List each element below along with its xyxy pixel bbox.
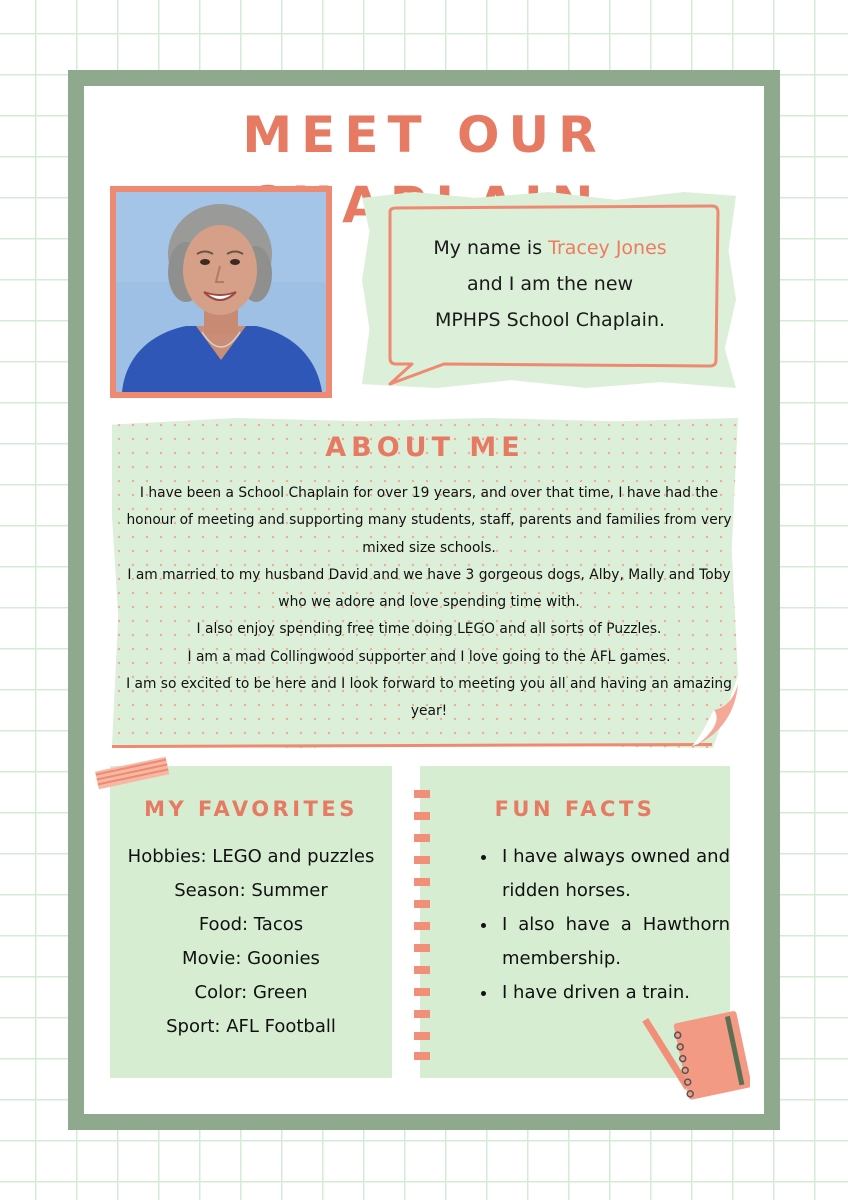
- list-item: Hobbies: LEGO and puzzles: [127, 846, 375, 867]
- list-item: • I have driven a train.: [498, 976, 730, 1010]
- about-paragraph: I also enjoy spending free time doing LEGO and all sorts of Puzzles.: [196, 621, 662, 638]
- favorites-list: [110, 840, 392, 1044]
- about-paragraph: I am married to my husband David and we have 3 gorgeous dogs, Alby, Mally and Toby who we adore and love spending time with.: [127, 566, 731, 611]
- about-paragraph: I am so excited to be here and I look forward to meeting you all and having an amazing year!: [126, 676, 732, 720]
- intro-line-3: MPHPS School Chaplain.: [434, 309, 666, 331]
- washi-tape-icon: [92, 752, 172, 792]
- list-item: Sport: AFL Football: [166, 1016, 336, 1037]
- fun-facts-title: FUN FACTS: [494, 797, 656, 821]
- notebook-pencil-icon: [636, 1004, 750, 1100]
- list-item: • I also have a Hawthorn membership.: [498, 908, 730, 976]
- list-item: Season: Summer: [174, 880, 328, 901]
- fun-facts-list: [478, 840, 730, 1010]
- list-item: Food: Tacos: [198, 914, 304, 935]
- chaplain-photo: [116, 192, 326, 392]
- about-title: ABOUT ME: [325, 432, 525, 463]
- spiral-binding-icon: [412, 786, 432, 1066]
- intro-line-2: and I am the new: [466, 273, 634, 295]
- about-paragraph: I have been a School Chaplain for over 19 years, and over that time, I have had the honour of meeting and supporting many students, staff, parents and families from very mixed size schools.: [126, 485, 732, 556]
- about-paragraph: I am a mad Collingwood supporter and I love going to the AFL games.: [187, 648, 671, 665]
- favorites-title: MY FAVORITES: [144, 797, 358, 821]
- chaplain-name: Tracey Jones: [548, 237, 667, 259]
- list-item: Movie: Goonies: [182, 948, 320, 969]
- list-item: • I have always owned and ridden horses.: [498, 840, 730, 908]
- list-item: Color: Green: [194, 982, 308, 1003]
- intro-line-1: My name is Tracey Jones: [433, 237, 667, 259]
- page-title: MEET OUR: [242, 106, 606, 164]
- intro-text: [400, 230, 700, 338]
- about-body: [122, 480, 736, 726]
